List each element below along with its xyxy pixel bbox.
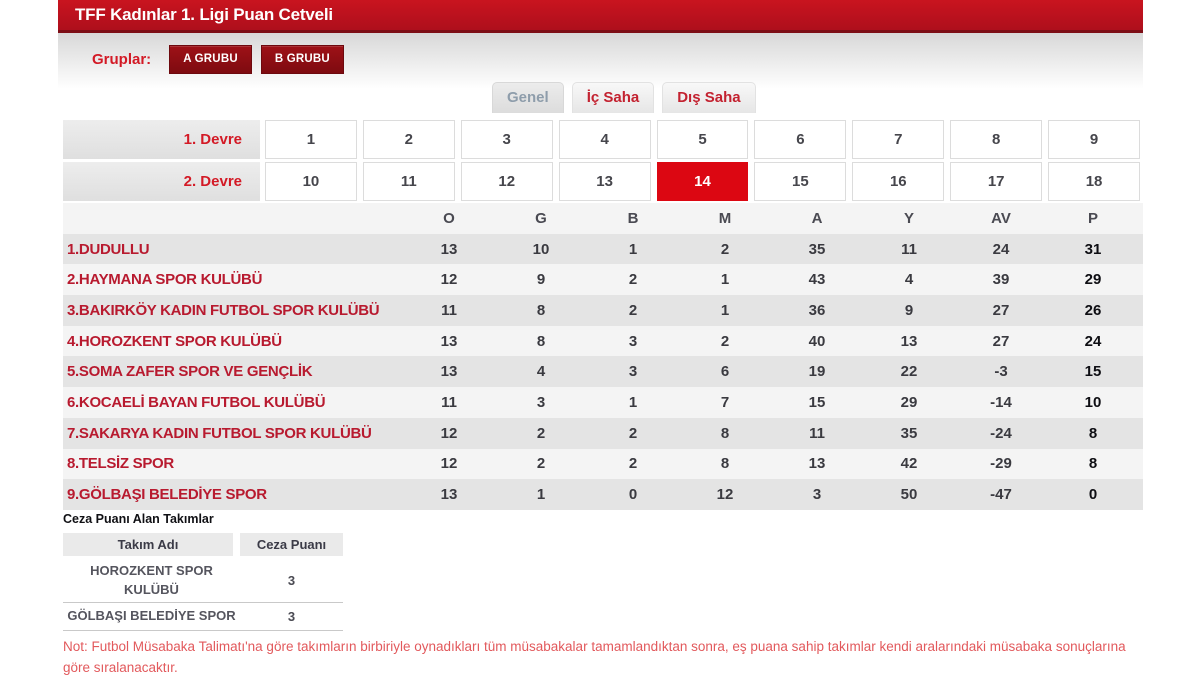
week-cell-4[interactable]: 4 [559, 120, 651, 159]
stat-p: 8 [1088, 424, 1098, 442]
team-name[interactable]: 8.TELSİZ SPOR [67, 455, 174, 473]
table-row [63, 295, 1143, 326]
stat-o: 11 [441, 301, 457, 319]
stat-p: 31 [1084, 240, 1102, 258]
stat-b: 2 [628, 424, 638, 442]
penalty-row [63, 559, 343, 603]
stat-o: 12 [440, 424, 458, 442]
stat-y: 35 [900, 424, 918, 442]
week-cell-10[interactable]: 10 [265, 162, 357, 201]
stat-m: 2 [720, 332, 730, 350]
team-name[interactable]: 2.HAYMANA SPOR KULÜBÜ [67, 271, 263, 289]
team-name[interactable]: 4.HOROZKENT SPOR KULÜBÜ [67, 332, 282, 350]
penalties-header-row [63, 533, 343, 556]
stat-p: 26 [1084, 301, 1102, 319]
stat-m: 7 [720, 393, 730, 411]
week-cell-6[interactable]: 6 [754, 120, 846, 159]
stat-y: 29 [900, 393, 918, 411]
team-name[interactable]: 1.DUDULLU [67, 240, 150, 258]
standings-col-o: O [443, 209, 455, 227]
table-row [63, 479, 1143, 510]
stat-y: 9 [904, 301, 914, 319]
stat-g: 8 [536, 301, 546, 319]
groups-label: Gruplar: [92, 50, 152, 68]
table-row [63, 387, 1143, 418]
stat-a: 40 [808, 332, 826, 350]
stat-b: 2 [628, 301, 638, 319]
penalties-table [63, 533, 343, 631]
stat-y: 11 [901, 240, 917, 258]
stat-y: 42 [900, 455, 918, 473]
week-cell-7[interactable]: 7 [852, 120, 944, 159]
week-cell-9[interactable]: 9 [1048, 120, 1140, 159]
stat-b: 3 [628, 332, 638, 350]
stat-y: 22 [900, 363, 918, 381]
team-name[interactable]: 6.KOCAELİ BAYAN FUTBOL KULÜBÜ [67, 393, 326, 411]
stat-av: -24 [990, 424, 1012, 442]
week-row-2-devre [63, 162, 1143, 201]
stat-m: 8 [720, 455, 730, 473]
standings-col-g: G [535, 209, 547, 227]
stat-y: 13 [900, 332, 918, 350]
week-cell-8[interactable]: 8 [950, 120, 1042, 159]
stat-p: 24 [1084, 332, 1102, 350]
stat-a: 19 [808, 363, 826, 381]
stat-b: 2 [628, 271, 638, 289]
team-name[interactable]: 5.SOMA ZAFER SPOR VE GENÇLİK [67, 363, 313, 381]
penalties-rows [63, 559, 343, 631]
stat-o: 13 [440, 240, 458, 258]
stat-g: 4 [536, 363, 546, 381]
stat-m: 12 [716, 486, 734, 504]
stat-g: 10 [532, 240, 550, 258]
stat-p: 29 [1084, 271, 1102, 289]
stat-o: 12 [440, 271, 458, 289]
stat-b: 3 [628, 363, 638, 381]
penalties-title: Ceza Puanı Alan Takımlar [63, 512, 214, 526]
page [58, 0, 1143, 675]
table-row [63, 418, 1143, 449]
standings-col-a: A [811, 209, 823, 227]
week-cell-17[interactable]: 17 [950, 162, 1042, 201]
stat-av: -3 [994, 363, 1008, 381]
stat-a: 15 [808, 393, 826, 411]
week-row-label: 2. Devre [63, 162, 260, 201]
stat-o: 13 [440, 332, 458, 350]
tab-genel[interactable]: Genel [492, 82, 564, 113]
page-header [58, 0, 1143, 33]
standings-col-y: Y [903, 209, 914, 227]
standings-col-b: B [627, 209, 639, 227]
week-cell-2[interactable]: 2 [363, 120, 455, 159]
stat-av: 24 [992, 240, 1010, 258]
week-cell-1[interactable]: 1 [265, 120, 357, 159]
stat-av: 27 [992, 332, 1010, 350]
week-cell-5[interactable]: 5 [657, 120, 749, 159]
footnote: Not: Futbol Müsabaka Talimatı'na göre takımların birbiriyle oynadıkları tüm müsabakalar tamamlandıktan sonra, eş puana sahip takımlar kendi aralarındaki müsabaka sonuçlarına göre sıralanacaktır. [63, 639, 1126, 675]
week-cell-13[interactable]: 13 [559, 162, 651, 201]
penalty-team-name: HOROZKENT SPOR KULÜBÜ [90, 562, 213, 597]
stat-a: 13 [808, 455, 826, 473]
standings-header-row [63, 203, 1143, 234]
week-cell-15[interactable]: 15 [754, 162, 846, 201]
table-row [63, 326, 1143, 357]
week-row-label: 1. Devre [63, 120, 260, 159]
stat-m: 6 [720, 363, 730, 381]
week-cell-3[interactable]: 3 [461, 120, 553, 159]
standings-col-p: P [1087, 209, 1098, 227]
stat-g: 2 [536, 424, 546, 442]
stat-a: 43 [808, 271, 826, 289]
team-name[interactable]: 7.SAKARYA KADIN FUTBOL SPOR KULÜBÜ [67, 424, 372, 442]
tab-dis-saha[interactable]: Dış Saha [662, 82, 755, 113]
stat-av: -47 [990, 486, 1012, 504]
table-row [63, 264, 1143, 295]
penalty-points: 3 [287, 609, 296, 624]
stat-o: 13 [440, 486, 458, 504]
tab-ic-saha[interactable]: İç Saha [572, 82, 655, 113]
table-row [63, 449, 1143, 480]
group-buttons [169, 45, 353, 74]
stat-b: 2 [628, 455, 638, 473]
stat-b: 1 [628, 240, 638, 258]
penalty-points: 3 [287, 573, 296, 588]
penalties-col-team: Takım Adı [63, 533, 233, 556]
stat-b: 0 [628, 486, 638, 504]
tabs [492, 82, 756, 113]
stat-p: 8 [1088, 455, 1098, 473]
stat-g: 8 [536, 332, 546, 350]
groups-row [58, 44, 353, 74]
table-row [63, 356, 1143, 387]
week-cell-11[interactable]: 11 [363, 162, 455, 201]
stat-g: 3 [536, 393, 546, 411]
stat-av: -29 [990, 455, 1012, 473]
week-cell-12[interactable]: 12 [461, 162, 553, 201]
week-cell-18[interactable]: 18 [1048, 162, 1140, 201]
stat-g: 2 [536, 455, 546, 473]
team-name[interactable]: 9.GÖLBAŞI BELEDİYE SPOR [67, 486, 267, 504]
team-name[interactable]: 3.BAKIRKÖY KADIN FUTBOL SPOR KULÜBÜ [67, 301, 380, 319]
week-row-1-devre [63, 120, 1143, 159]
stat-p: 15 [1084, 363, 1102, 381]
standings-col-av: AV [991, 209, 1011, 227]
stat-m: 1 [720, 301, 730, 319]
table-row [63, 234, 1143, 265]
stat-o: 11 [441, 393, 457, 411]
stat-y: 50 [900, 486, 918, 504]
stat-g: 9 [536, 271, 546, 289]
week-cell-16[interactable]: 16 [852, 162, 944, 201]
stat-p: 10 [1084, 393, 1102, 411]
group-button-a-grubu[interactable]: A GRUBU [169, 45, 252, 74]
stat-a: 36 [808, 301, 826, 319]
penalties-col-points: Ceza Puanı [240, 533, 343, 556]
stat-p: 0 [1088, 486, 1098, 504]
week-selector [63, 120, 1143, 204]
group-button-b-grubu[interactable]: B GRUBU [261, 45, 344, 74]
stat-m: 2 [720, 240, 730, 258]
standings-table [63, 203, 1143, 510]
stat-av: 27 [992, 301, 1010, 319]
standings-col-m: M [718, 209, 732, 227]
stat-a: 11 [809, 424, 825, 442]
stat-m: 1 [720, 271, 730, 289]
stat-av: 39 [992, 271, 1010, 289]
stat-o: 13 [440, 363, 458, 381]
stat-m: 8 [720, 424, 730, 442]
stat-o: 12 [440, 455, 458, 473]
stat-av: -14 [990, 393, 1012, 411]
stat-b: 1 [628, 393, 638, 411]
stat-y: 4 [904, 271, 914, 289]
page-title: TFF Kadınlar 1. Ligi Puan Cetveli [75, 5, 333, 24]
stat-g: 1 [536, 486, 546, 504]
stat-a: 3 [812, 486, 822, 504]
penalty-team-name: GÖLBAŞI BELEDİYE SPOR [67, 608, 236, 624]
penalty-row [63, 603, 343, 631]
stat-a: 35 [808, 240, 826, 258]
week-cell-14[interactable]: 14 [657, 162, 749, 201]
